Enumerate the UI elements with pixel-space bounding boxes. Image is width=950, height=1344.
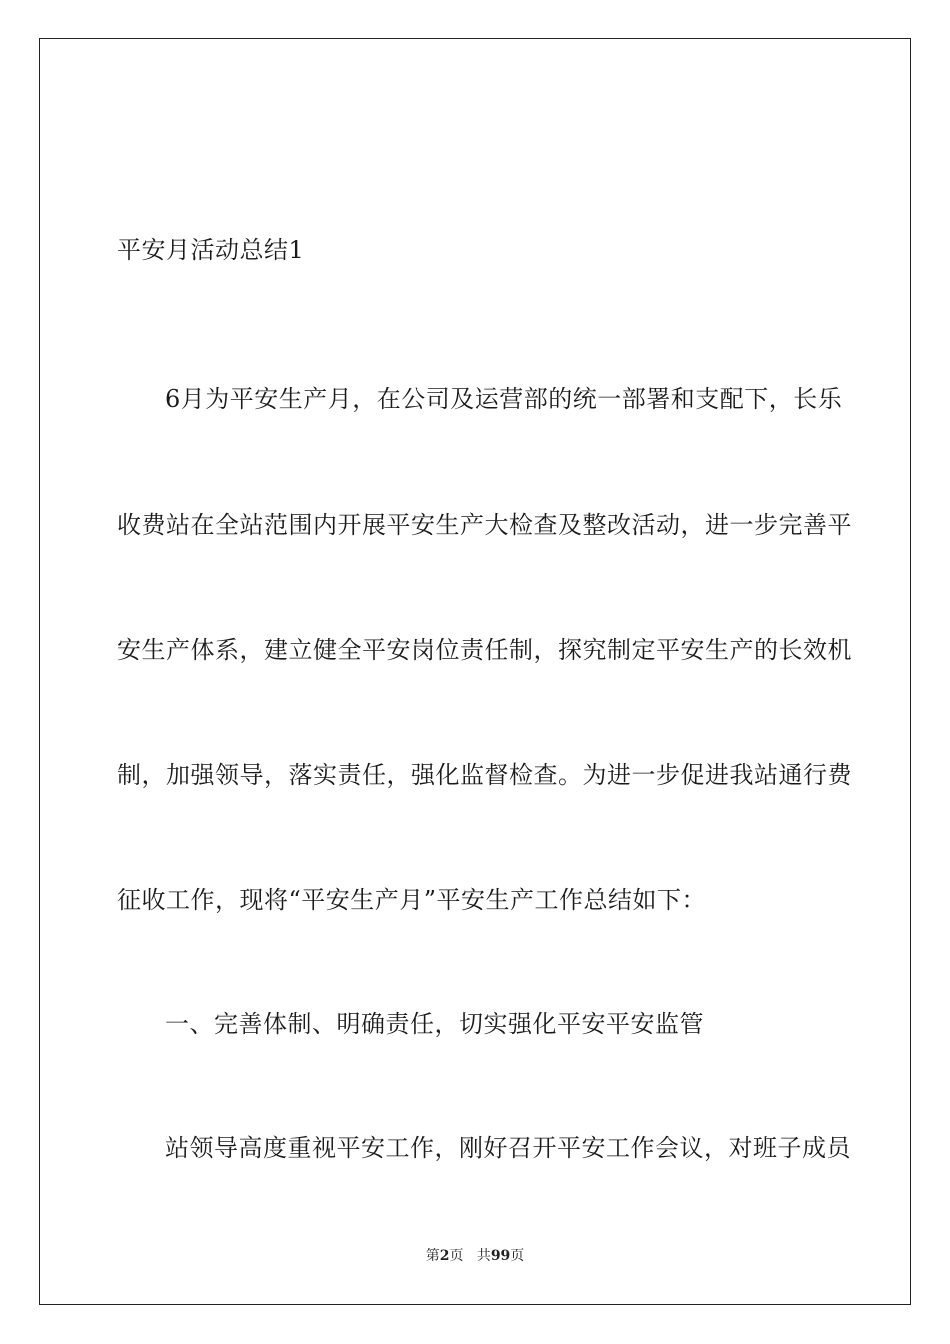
- total-prefix: 共: [476, 1248, 491, 1264]
- section-heading: 一、完善体制、明确责任，切实强化平安平安监管: [165, 1010, 704, 1038]
- page-border: [39, 38, 911, 1305]
- total-pages: 99: [490, 1248, 511, 1264]
- page-footer: [0, 1246, 950, 1266]
- page-number: 2: [439, 1248, 450, 1264]
- paragraph-line-6: 站领导高度重视平安工作，刚好召开平安工作会议，对班子成员: [165, 1134, 851, 1162]
- total-suffix: 页: [510, 1248, 525, 1264]
- page-suffix: 页: [449, 1248, 464, 1264]
- page-prefix: 第: [425, 1248, 440, 1264]
- paragraph-line-4: 制，加强领导，落实责任，强化监督检查。为进一步促进我站通行费: [117, 761, 852, 789]
- paragraph-line-2: 收费站在全站范围内开展平安生产大检查及整改活动，进一步完善平: [117, 511, 852, 539]
- paragraph-line-1: 6月为平安生产月，在公司及运营部的统一部署和支配下，长乐: [165, 385, 843, 413]
- document-title: 平安月活动总结1: [117, 236, 305, 264]
- paragraph-line-3: 安生产体系，建立健全平安岗位责任制，探究制定平安生产的长效机: [117, 636, 852, 664]
- paragraph-line-5: 征收工作，现将“平安生产月”平安生产工作总结如下：: [117, 886, 707, 914]
